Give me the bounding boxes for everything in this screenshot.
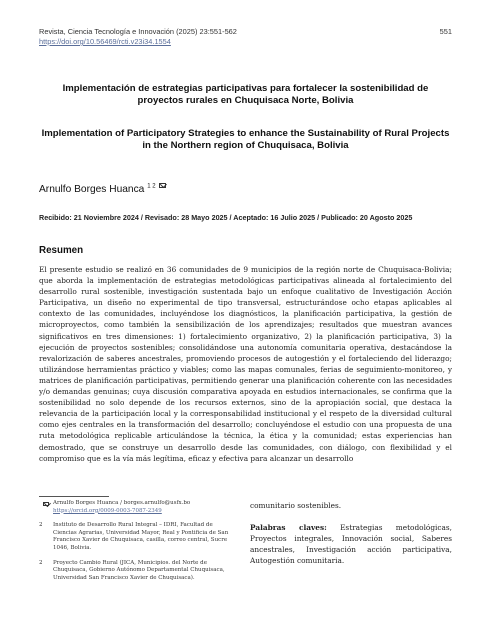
- mail-icon: [43, 502, 49, 506]
- publication-dates: Recibido: 21 Noviembre 2024 / Revisado: 28 Mayo 2025 / Aceptado: 16 Julio 2025 / Publicado: 20 Agosto 2025: [39, 213, 413, 222]
- footnotes: [39, 500, 234, 589]
- footnote-item: [39, 522, 234, 552]
- title-english: Implementation of Participatory Strategies to enhance the Sustainability of Rural Projects in the Northern region of Chuquisaca, Bolivia: [41, 128, 450, 151]
- keywords-label: Palabras claves:: [250, 523, 327, 532]
- author-name: Arnulfo Borges Huanca: [39, 184, 145, 195]
- page-number: 551: [439, 27, 452, 36]
- footnote-number: 2: [39, 522, 43, 529]
- footnote-text: Instituto de Desarrollo Rural Integral – IDRI, Facultad de Ciencias Agrarias, Universidad Mayor, Real y Pontificia de San Francisco Xavier de Chuquisaca, casilla, correo central, Sucre 1046, Bolivia.: [53, 522, 229, 551]
- footnote-divider: [39, 496, 109, 497]
- footnote-number: 2: [39, 559, 43, 566]
- author-line: [39, 183, 166, 195]
- abstract-continuation: comunitario sostenibles.: [250, 501, 342, 510]
- mail-icon[interactable]: [159, 183, 166, 188]
- title-spanish: Implementación de estrategias participativas para fortalecer la sostenibilidad de proyectos rurales en Chuquisaca Norte, Bolivia: [62, 83, 429, 106]
- keywords: [250, 522, 452, 566]
- author-affiliation-marks: 1 2: [147, 183, 156, 190]
- journal-citation: Revista, Ciencia Tecnología e Innovación (2025) 23:551-562: [39, 27, 237, 36]
- keywords-text: Estrategias metodológicas, Proyectos integrales, Innovación social, Saberes ancestrales, Investigación acción participativa, Autogestión comunitaria.: [250, 523, 452, 565]
- footnote-item: [39, 560, 234, 583]
- orcid-link[interactable]: https://orcid.org/0009-0003-7087-2349: [53, 507, 162, 514]
- footnote-item: [39, 500, 234, 515]
- footnote-text: Arnulfo Borges Huanca / borges.arnulfo@usfx.bo: [53, 500, 191, 506]
- abstract-body: El presente estudio se realizó en 36 comunidades de 9 municipios de la región norte de Chuquisaca-Bolivia; que aborda la implementación de estrategias metodológicas participativas alineada al fortalecimiento del desarrollo rural sostenible, investigación sustentada bajo un enfoque cualitativo de Investigación Acción Participativa, un diseño no experimental de tipo transversal, estructurándose ocho etapas aplicables al contexto de las comunidades, incluyéndose los diagnósticos, la planificación participativa, la gestión de microproyectos, como también la sensibilización de los aprendizajes; resultados que muestran avances significativos en tres dimensiones: 1) fortalecimiento organizativo, 2) la planificación participativa, 3) la ejecución de proyectos sostenibles; consolidándose una autonomía comunitaria operativa, destacándose la revalorización de saberes ancestrales, promoviendo procesos de autogestión y el fortaleciendo del liderazgo; utilizándose herramientas práctico y viables; como las mapas comunales, ferias de seguimiento-monitoreo, y matrices de planificación participativas, permitiendo generar una planificación coherente con las necesidades y/o demandas genuinas; cuya discusión comparativa apoyada en estudios internacionales, se confirma que la sostenibilidad no solo depende de los recursos externos, sino de la apropiación social, que destaca la relevancia de la participación local y la corresponsabilidad institucional y el respeto de la diversidad cultural como ejes centrales en la transformación del desarrollo; concluyéndose el estudio con una propuesta de una ruta metodológica replicable articulándose la técnica, la ética y la comunidad; estas experiencias han demostrado, que se construye un desarrollo desde las comunidades, con diálogo, con flexibilidad y el compromiso que es la vía más legítima, eficaz y efectiva para alcanzar un desarrollo: [39, 265, 452, 463]
- abstract-heading: Resumen: [39, 245, 84, 256]
- doi-link[interactable]: https://doi.org/10.56469/rcti.v23i34.1554: [39, 37, 171, 46]
- footnote-text: Proyecto Cambio Rural (JICA, Municipios. del Norte de Chuquisaca, Gobierno Autónomo Departamental Chuquisaca, Universidad San Francisco Xavier de Chuquisaca).: [53, 559, 225, 581]
